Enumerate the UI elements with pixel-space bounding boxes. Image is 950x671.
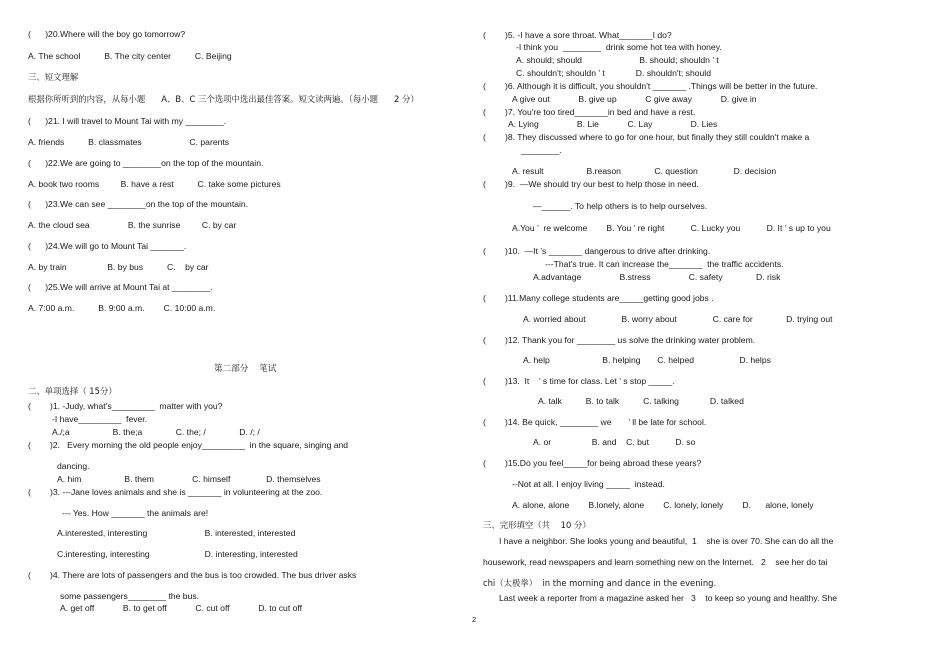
question-5-options-ab: A. should; should B. should; shouldn ’ t (516, 55, 719, 65)
question-20-options: A. The school B. The city center C. Beijing (28, 51, 232, 61)
question-6-options: A give out B. give up C give away D. give in (512, 94, 757, 104)
question-21-options: A. friends B. classmates C. parents (28, 137, 230, 147)
question-3-reply: --- Yes. How _______ the animals are! (62, 508, 209, 518)
part-two-title: 第二部分 笔试 (214, 364, 277, 374)
question-5: ( )5. -I have a sore throat. What_______I do? (483, 30, 672, 40)
question-15-options: A. alone, alone B.lonely, alone C. lonely, lonely D. alone, lonely (512, 500, 814, 510)
question-11-options: A. worried about B. worry about C. care for D. trying out (523, 314, 833, 324)
question-15: ( )15.Do you feel_____for being abroad these years? (483, 458, 702, 468)
question-1-reply: -I have_________ fever. (52, 414, 148, 424)
question-10-reply: ---That's true. It can increase the_______ the traffic accidents. (545, 259, 784, 269)
question-8-continued: ________. (521, 145, 562, 155)
question-9-options: A.You ’ re welcome B. You ’ re right C. Lucky you D. It ’ s up to you (512, 223, 831, 233)
passage-line-3: chi（太极拳） in the morning and dance in the evening. (483, 578, 717, 588)
question-1: ( )1. -Judy, what's_________ matter with you? (28, 401, 223, 411)
question-9: ( )9. —We should try our best to help those in need. (483, 179, 699, 189)
question-10-options: A.advantage B.stress C. safety D. risk (533, 272, 781, 282)
question-14: ( )14. Be quick, ________ we ’ ll be late for school. (483, 417, 707, 427)
passage-line-2: housework, read newspapers and learn something new on the Internet. 2 see her do tai (483, 557, 828, 567)
question-4-continued: some passengers________ the bus. (60, 591, 200, 601)
question-2-options: A. him B. them C. himself D. themselves (57, 474, 321, 484)
question-13: ( )13. It ’ s time for class. Let ’ s stop _____. (483, 376, 675, 386)
question-14-options: A. or B. and C. but D. so (533, 437, 696, 447)
passage-line-4: Last week a reporter from a magazine asked her 3 to keep so young and healthy. She (499, 593, 838, 603)
question-6: ( )6. Although it is difficult, you shouldn't _______ .Things will be better in the future. (483, 81, 818, 91)
question-8-options: A. result B.reason C. question D. decision (512, 166, 777, 176)
question-4: ( )4. There are lots of passengers and the bus is too crowded. The bus driver asks (28, 570, 357, 580)
section-heading-listening-passage: 三、短文理解 (28, 72, 79, 82)
page-number: 2 (472, 615, 477, 624)
question-3-options-cd: C.interesting, interesting D. interesting, interested (57, 549, 298, 559)
question-21: ( )21. I will travel to Mount Tai with my ________. (28, 116, 227, 126)
question-2-continued: dancing. (57, 461, 90, 471)
question-15-reply: --Not at all. I enjoy living _____ instead. (512, 479, 665, 489)
question-5-reply: -I think you ________ drink some hot tea with honey. (516, 42, 722, 52)
question-7-options: A. Lying B. Lie C. Lay D. Lies (508, 119, 718, 129)
question-4-options: A. get off B. to get off C. cut off D. to cut off (60, 603, 303, 613)
question-13-options: A. talk B. to talk C. talking D. talked (538, 396, 744, 406)
question-1-options: A./;a B. the;a C. the; / D. /; / (52, 427, 260, 437)
question-23: ( )23.We can see ________on the top of the mountain. (28, 199, 249, 209)
question-22-options: A. book two rooms B. have a rest C. take some pictures (28, 179, 281, 189)
passage-line-1: I have a neighbor. She looks young and beautiful, 1 she is over 70. She can do all the (499, 536, 834, 546)
question-7: ( )7. You're too tired_______in bed and have a rest. (483, 107, 696, 117)
question-2: ( )2. Every morning the old people enjoy_________ in the square, singing and (28, 440, 349, 450)
question-22: ( )22.We are going to ________on the top of the mountain. (28, 158, 264, 168)
question-12: ( )12. Thank you for ________ us solve the drinking water problem. (483, 335, 756, 345)
question-23-options: A. the cloud sea B. the sunrise C. by car (28, 220, 237, 230)
question-3: ( )3. ---Jane loves animals and she is _______ in volunteering at the zoo. (28, 487, 323, 497)
question-25: ( )25.We will arrive at Mount Tai at ________. (28, 282, 213, 292)
question-9-reply: —______. To help others is to help ourselves. (533, 201, 708, 211)
question-5-options-cd: C. shouldn't; shouldn ’ t D. shouldn't; should (516, 68, 711, 78)
question-25-options: A. 7:00 a.m. B. 9:00 a.m. C. 10:00 a.m. (28, 303, 216, 313)
section-heading-cloze: 三、完形填空（共 10 分） (483, 520, 591, 530)
section-heading-multiple-choice: 二、单项选择（ 15分） (28, 386, 117, 396)
question-12-options: A. help B. helping C. helped D. helps (523, 355, 771, 365)
question-11: ( )11.Many college students are_____getting good jobs . (483, 293, 714, 303)
question-24-options: A. by train B. by bus C. by car (28, 262, 209, 272)
question-8: ( )8. They discussed where to go for one hour, but finally they still couldn't make a (483, 132, 810, 142)
question-24: ( )24.We will go to Mount Tai _______. (28, 241, 187, 251)
section-instruction: 根据你所听到的内容，从每小题 A、B、C 三个选项中选出最佳答案。短文读两遍。（每小题 2 分） (28, 94, 419, 104)
question-3-options-ab: A.interested, interesting B. interested, interested (57, 528, 296, 538)
question-20: ( )20.Where will the boy go tomorrow? (28, 29, 186, 39)
question-10: ( )10. —It ’s _______ dangerous to drive after drinking. (483, 246, 711, 256)
